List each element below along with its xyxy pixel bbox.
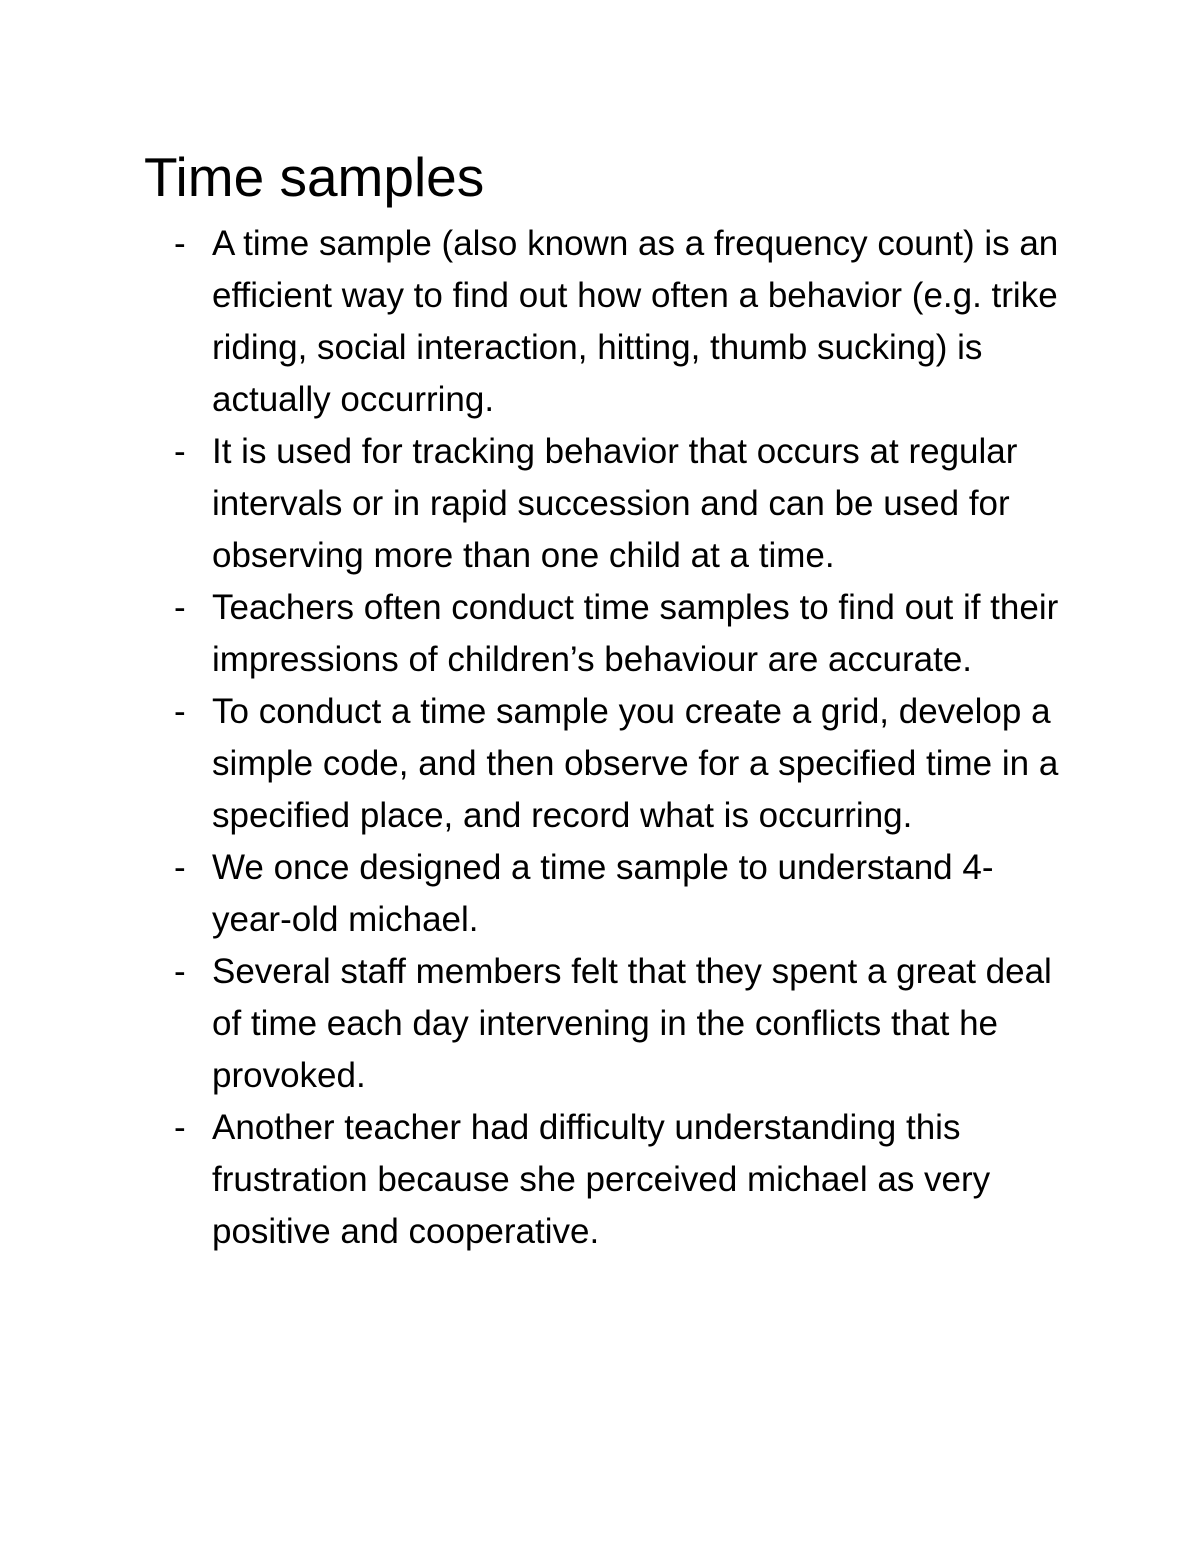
bullet-item-6	[0, 946, 1062, 1102]
bullet-list	[0, 218, 1062, 1258]
dash-marker: -	[174, 1108, 186, 1147]
bullet-item-2	[0, 426, 1062, 582]
dash-marker: -	[174, 224, 186, 263]
bullet-item-1	[0, 218, 1062, 426]
bullet-text: We once designed a time sample to understand 4-year-old michael.	[212, 848, 994, 939]
dash-marker: -	[174, 432, 186, 471]
bullet-text: Several staff members felt that they spent a great deal of time each day intervening in the conflicts that he provoked.	[212, 952, 1052, 1095]
bullet-text: Another teacher had difficulty understanding this frustration because she perceived michael as very positive and cooperative.	[212, 1108, 991, 1251]
bullet-item-3	[0, 582, 1062, 686]
dash-marker: -	[174, 952, 186, 991]
bullet-text: To conduct a time sample you create a grid, develop a simple code, and then observe for a specified time in a specified place, and record what is occurring.	[212, 692, 1059, 835]
page-title: Time samples	[144, 146, 485, 208]
dash-marker: -	[174, 588, 186, 627]
bullet-text: A time sample (also known as a frequency count) is an efficient way to find out how often a behavior (e.g. trike riding, social interaction, hitting, thumb sucking) is actually occurring.	[212, 224, 1059, 419]
dash-marker: -	[174, 692, 186, 731]
bullet-item-4	[0, 686, 1062, 842]
bullet-text: Teachers often conduct time samples to find out if their impressions of children’s behaviour are accurate.	[212, 588, 1059, 679]
bullet-item-5	[0, 842, 1062, 946]
dash-marker: -	[174, 848, 186, 887]
bullet-item-7	[0, 1102, 1062, 1258]
bullet-text: It is used for tracking behavior that occurs at regular intervals or in rapid succession and can be used for observing more than one child at a time.	[212, 432, 1018, 575]
